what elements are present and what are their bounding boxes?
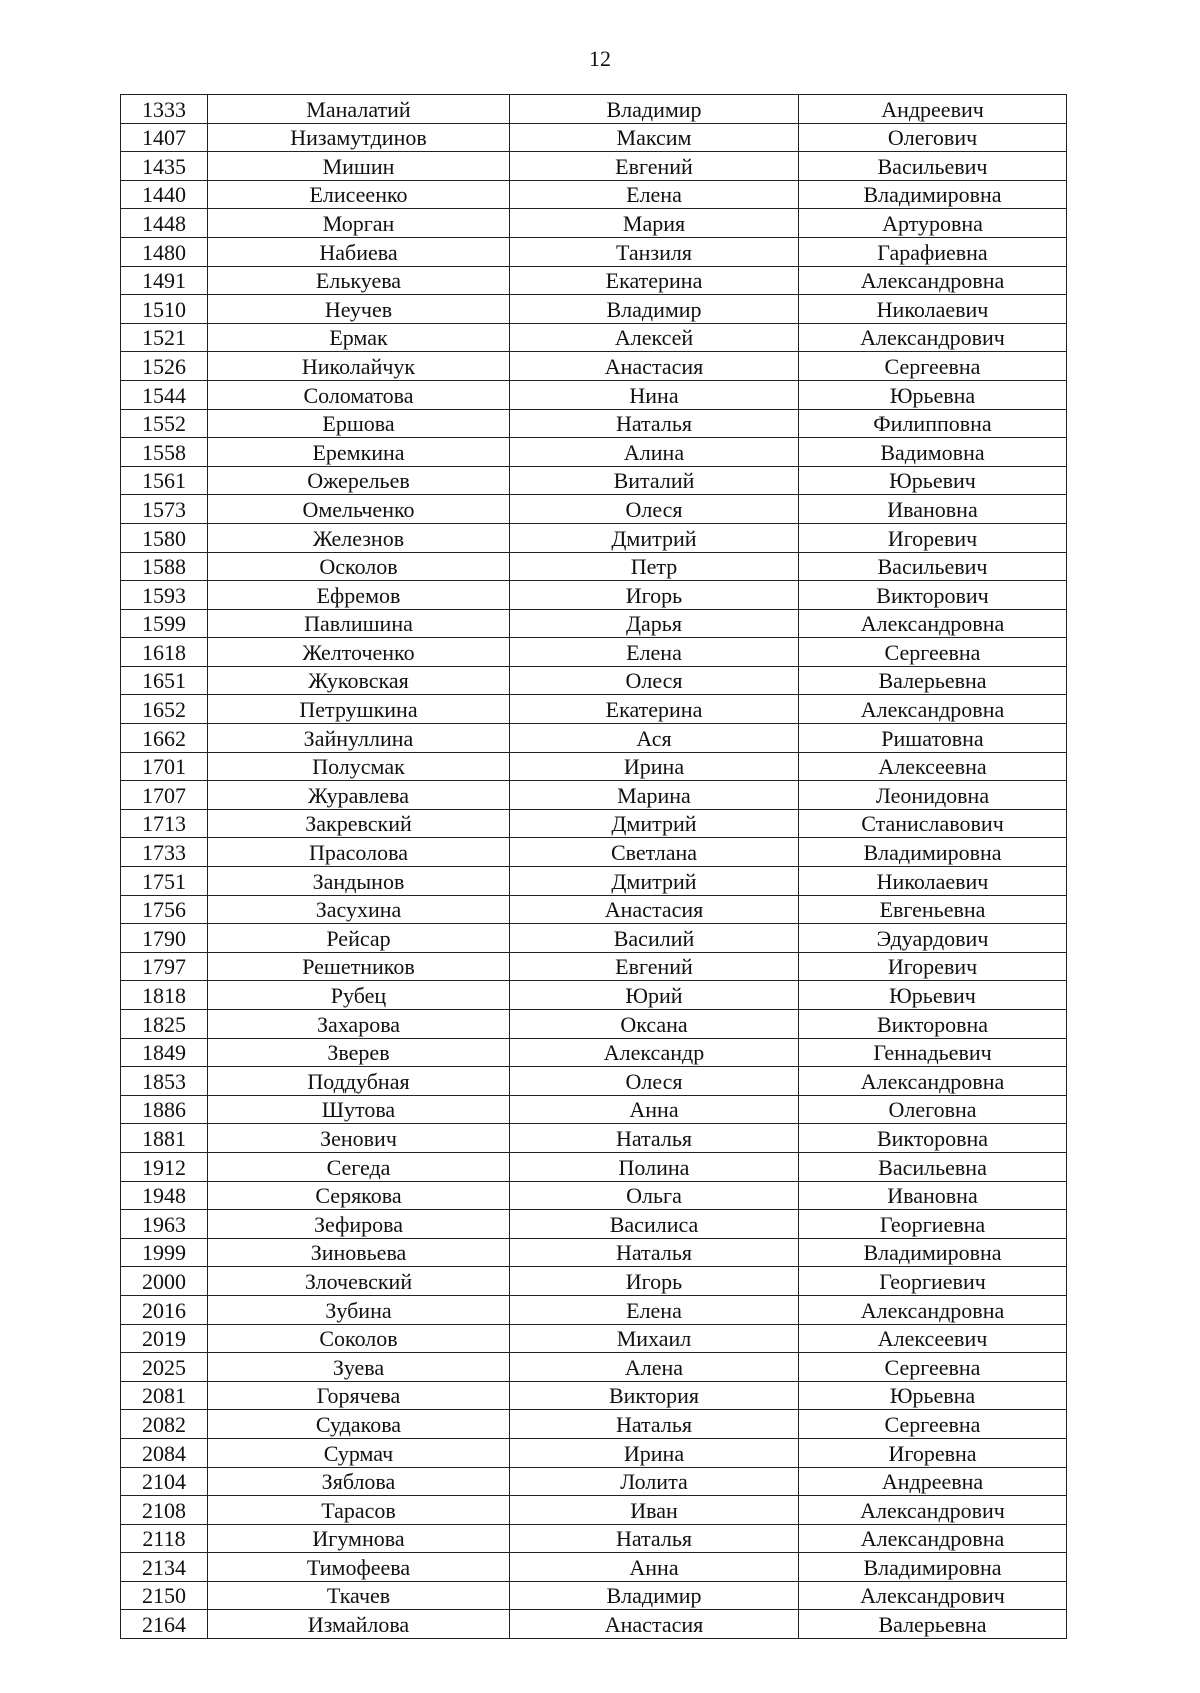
table-row [121,1524,1067,1553]
row-number-cell: 2118 [121,1524,208,1553]
last-name-cell: Зуева [208,1353,510,1382]
row-number-cell: 1435 [121,152,208,181]
patronymic-cell: Владимировна [799,1553,1067,1582]
row-number-cell: 1756 [121,895,208,924]
table-row [121,438,1067,467]
patronymic-cell: Александрович [799,1496,1067,1525]
patronymic-cell: Вадимовна [799,438,1067,467]
row-number-cell: 1561 [121,466,208,495]
last-name-cell: Горячева [208,1381,510,1410]
patronymic-cell: Николаевич [799,295,1067,324]
patronymic-cell: Филипповна [799,409,1067,438]
patronymic-cell: Васильевич [799,152,1067,181]
row-number-cell: 2025 [121,1353,208,1382]
table-row [121,867,1067,896]
row-number-cell: 1618 [121,638,208,667]
first-name-cell: Екатерина [510,266,799,295]
row-number-cell: 1797 [121,952,208,981]
first-name-cell: Анастасия [510,352,799,381]
row-number-cell: 2016 [121,1295,208,1324]
last-name-cell: Тимофеева [208,1553,510,1582]
first-name-cell: Олеся [510,666,799,695]
last-name-cell: Шутова [208,1095,510,1124]
row-number-cell: 1707 [121,781,208,810]
row-number-cell: 1825 [121,1010,208,1039]
table-row [121,1267,1067,1296]
last-name-cell: Злочевский [208,1267,510,1296]
last-name-cell: Ершова [208,409,510,438]
last-name-cell: Морган [208,209,510,238]
row-number-cell: 1448 [121,209,208,238]
row-number-cell: 2108 [121,1496,208,1525]
table-row [121,752,1067,781]
row-number-cell: 1651 [121,666,208,695]
patronymic-cell: Александрович [799,323,1067,352]
table-row [121,1181,1067,1210]
table-row [121,695,1067,724]
table-row [121,495,1067,524]
row-number-cell: 1701 [121,752,208,781]
table-row [121,666,1067,695]
last-name-cell: Елькуева [208,266,510,295]
row-number-cell: 2000 [121,1267,208,1296]
table-row [121,724,1067,753]
first-name-cell: Василий [510,924,799,953]
last-name-cell: Сегеда [208,1152,510,1181]
table-row [121,609,1067,638]
first-name-cell: Петр [510,552,799,581]
first-name-cell: Олеся [510,1067,799,1096]
patronymic-cell: Александровна [799,266,1067,295]
patronymic-cell: Васильевна [799,1152,1067,1181]
last-name-cell: Елисеенко [208,180,510,209]
table-row [121,1038,1067,1067]
table-row [121,266,1067,295]
first-name-cell: Ася [510,724,799,753]
patronymic-cell: Владимировна [799,838,1067,867]
first-name-cell: Юрий [510,981,799,1010]
patronymic-cell: Олеговна [799,1095,1067,1124]
patronymic-cell: Васильевич [799,552,1067,581]
first-name-cell: Елена [510,180,799,209]
patronymic-cell: Андреевна [799,1467,1067,1496]
table-row [121,781,1067,810]
first-name-cell: Оксана [510,1010,799,1039]
first-name-cell: Дмитрий [510,523,799,552]
table-row [121,552,1067,581]
row-number-cell: 1963 [121,1210,208,1239]
first-name-cell: Дмитрий [510,809,799,838]
table-row [121,1581,1067,1610]
last-name-cell: Прасолова [208,838,510,867]
row-number-cell: 2019 [121,1324,208,1353]
last-name-cell: Павлишина [208,609,510,638]
patronymic-cell: Викторовна [799,1124,1067,1153]
patronymic-cell: Алексеевна [799,752,1067,781]
first-name-cell: Ольга [510,1181,799,1210]
patronymic-cell: Сергеевна [799,352,1067,381]
roster-table-body [121,95,1067,1639]
first-name-cell: Анастасия [510,1610,799,1639]
table-row [121,237,1067,266]
last-name-cell: Набиева [208,237,510,266]
patronymic-cell: Владимировна [799,1238,1067,1267]
last-name-cell: Железнов [208,523,510,552]
first-name-cell: Алена [510,1353,799,1382]
row-number-cell: 2082 [121,1410,208,1439]
first-name-cell: Нина [510,380,799,409]
table-row [121,1496,1067,1525]
first-name-cell: Максим [510,123,799,152]
last-name-cell: Жуковская [208,666,510,695]
table-row [121,809,1067,838]
patronymic-cell: Владимировна [799,180,1067,209]
first-name-cell: Анастасия [510,895,799,924]
first-name-cell: Полина [510,1152,799,1181]
first-name-cell: Владимир [510,95,799,124]
row-number-cell: 1948 [121,1181,208,1210]
last-name-cell: Неучев [208,295,510,324]
table-row [121,352,1067,381]
first-name-cell: Лолита [510,1467,799,1496]
row-number-cell: 2164 [121,1610,208,1639]
row-number-cell: 1912 [121,1152,208,1181]
last-name-cell: Осколов [208,552,510,581]
roster-table [120,94,1067,1639]
first-name-cell: Ирина [510,1438,799,1467]
table-row [121,1410,1067,1439]
row-number-cell: 2134 [121,1553,208,1582]
row-number-cell: 1552 [121,409,208,438]
last-name-cell: Зубина [208,1295,510,1324]
last-name-cell: Игумнова [208,1524,510,1553]
last-name-cell: Захарова [208,1010,510,1039]
first-name-cell: Дмитрий [510,867,799,896]
patronymic-cell: Ришатовна [799,724,1067,753]
row-number-cell: 1407 [121,123,208,152]
first-name-cell: Елена [510,1295,799,1324]
last-name-cell: Зверев [208,1038,510,1067]
row-number-cell: 1480 [121,237,208,266]
row-number-cell: 1652 [121,695,208,724]
last-name-cell: Сурмач [208,1438,510,1467]
first-name-cell: Марина [510,781,799,810]
row-number-cell: 1491 [121,266,208,295]
last-name-cell: Ткачев [208,1581,510,1610]
first-name-cell: Наталья [510,1124,799,1153]
patronymic-cell: Викторович [799,581,1067,610]
table-row [121,323,1067,352]
first-name-cell: Олеся [510,495,799,524]
first-name-cell: Владимир [510,295,799,324]
patronymic-cell: Сергеевна [799,638,1067,667]
last-name-cell: Николайчук [208,352,510,381]
table-row [121,1095,1067,1124]
last-name-cell: Зенович [208,1124,510,1153]
last-name-cell: Ермак [208,323,510,352]
last-name-cell: Закревский [208,809,510,838]
last-name-cell: Зандынов [208,867,510,896]
row-number-cell: 2084 [121,1438,208,1467]
table-row [121,838,1067,867]
last-name-cell: Еремкина [208,438,510,467]
patronymic-cell: Олегович [799,123,1067,152]
patronymic-cell: Гарафиевна [799,237,1067,266]
row-number-cell: 1544 [121,380,208,409]
table-row [121,1067,1067,1096]
last-name-cell: Засухина [208,895,510,924]
table-row [121,1238,1067,1267]
last-name-cell: Судакова [208,1410,510,1439]
patronymic-cell: Валерьевна [799,666,1067,695]
last-name-cell: Низамутдинов [208,123,510,152]
table-row [121,924,1067,953]
first-name-cell: Дарья [510,609,799,638]
first-name-cell: Наталья [510,1238,799,1267]
first-name-cell: Алина [510,438,799,467]
first-name-cell: Наталья [510,409,799,438]
row-number-cell: 1886 [121,1095,208,1124]
first-name-cell: Анна [510,1095,799,1124]
patronymic-cell: Сергеевна [799,1410,1067,1439]
last-name-cell: Рубец [208,981,510,1010]
table-row [121,409,1067,438]
table-row [121,380,1067,409]
patronymic-cell: Александровна [799,1524,1067,1553]
table-row [121,952,1067,981]
table-row [121,180,1067,209]
patronymic-cell: Юрьевич [799,981,1067,1010]
last-name-cell: Серякова [208,1181,510,1210]
table-row [121,152,1067,181]
row-number-cell: 2081 [121,1381,208,1410]
table-row [121,1610,1067,1639]
row-number-cell: 1526 [121,352,208,381]
table-row [121,1324,1067,1353]
patronymic-cell: Георгиевна [799,1210,1067,1239]
row-number-cell: 1881 [121,1124,208,1153]
first-name-cell: Владимир [510,1581,799,1610]
table-row [121,581,1067,610]
table-row [121,123,1067,152]
table-row [121,209,1067,238]
table-row [121,1467,1067,1496]
last-name-cell: Измайлова [208,1610,510,1639]
last-name-cell: Зиновьева [208,1238,510,1267]
table-row [121,1210,1067,1239]
last-name-cell: Омельченко [208,495,510,524]
last-name-cell: Решетников [208,952,510,981]
first-name-cell: Анна [510,1553,799,1582]
row-number-cell: 1580 [121,523,208,552]
table-row [121,895,1067,924]
row-number-cell: 1662 [121,724,208,753]
last-name-cell: Маналатий [208,95,510,124]
patronymic-cell: Александрович [799,1581,1067,1610]
last-name-cell: Ожерельев [208,466,510,495]
first-name-cell: Виктория [510,1381,799,1410]
first-name-cell: Танзиля [510,237,799,266]
table-row [121,523,1067,552]
last-name-cell: Зяблова [208,1467,510,1496]
last-name-cell: Журавлева [208,781,510,810]
table-row [121,1381,1067,1410]
patronymic-cell: Александровна [799,1295,1067,1324]
first-name-cell: Алексей [510,323,799,352]
row-number-cell: 1849 [121,1038,208,1067]
last-name-cell: Мишин [208,152,510,181]
patronymic-cell: Эдуардович [799,924,1067,953]
row-number-cell: 1733 [121,838,208,867]
table-row [121,1010,1067,1039]
first-name-cell: Василиса [510,1210,799,1239]
patronymic-cell: Алексеевич [799,1324,1067,1353]
table-row [121,1124,1067,1153]
patronymic-cell: Игоревич [799,523,1067,552]
first-name-cell: Ирина [510,752,799,781]
row-number-cell: 1751 [121,867,208,896]
first-name-cell: Екатерина [510,695,799,724]
row-number-cell: 1510 [121,295,208,324]
first-name-cell: Виталий [510,466,799,495]
row-number-cell: 1999 [121,1238,208,1267]
table-row [121,638,1067,667]
patronymic-cell: Ивановна [799,1181,1067,1210]
table-row [121,1353,1067,1382]
row-number-cell: 1333 [121,95,208,124]
patronymic-cell: Станиславович [799,809,1067,838]
table-row [121,295,1067,324]
first-name-cell: Светлана [510,838,799,867]
table-row [121,1553,1067,1582]
last-name-cell: Петрушкина [208,695,510,724]
first-name-cell: Наталья [510,1410,799,1439]
first-name-cell: Иван [510,1496,799,1525]
first-name-cell: Игорь [510,1267,799,1296]
patronymic-cell: Игоревич [799,952,1067,981]
patronymic-cell: Александровна [799,1067,1067,1096]
first-name-cell: Наталья [510,1524,799,1553]
last-name-cell: Ефремов [208,581,510,610]
row-number-cell: 1588 [121,552,208,581]
first-name-cell: Мария [510,209,799,238]
last-name-cell: Поддубная [208,1067,510,1096]
row-number-cell: 2150 [121,1581,208,1610]
page-number: 12 [589,46,611,71]
first-name-cell: Евгений [510,152,799,181]
last-name-cell: Желточенко [208,638,510,667]
patronymic-cell: Андреевич [799,95,1067,124]
table-row [121,1295,1067,1324]
row-number-cell: 2104 [121,1467,208,1496]
patronymic-cell: Викторовна [799,1010,1067,1039]
patronymic-cell: Александровна [799,695,1067,724]
last-name-cell: Соломатова [208,380,510,409]
first-name-cell: Александр [510,1038,799,1067]
row-number-cell: 1713 [121,809,208,838]
table-row [121,466,1067,495]
patronymic-cell: Ивановна [799,495,1067,524]
table-row [121,1152,1067,1181]
last-name-cell: Тарасов [208,1496,510,1525]
row-number-cell: 1853 [121,1067,208,1096]
table-row [121,1438,1067,1467]
row-number-cell: 1440 [121,180,208,209]
patronymic-cell: Геннадьевич [799,1038,1067,1067]
patronymic-cell: Евгеньевна [799,895,1067,924]
first-name-cell: Михаил [510,1324,799,1353]
last-name-cell: Зефирова [208,1210,510,1239]
row-number-cell: 1573 [121,495,208,524]
first-name-cell: Елена [510,638,799,667]
patronymic-cell: Сергеевна [799,1353,1067,1382]
last-name-cell: Рейсар [208,924,510,953]
patronymic-cell: Александровна [799,609,1067,638]
row-number-cell: 1818 [121,981,208,1010]
row-number-cell: 1790 [121,924,208,953]
row-number-cell: 1599 [121,609,208,638]
first-name-cell: Евгений [510,952,799,981]
row-number-cell: 1558 [121,438,208,467]
last-name-cell: Соколов [208,1324,510,1353]
patronymic-cell: Артуровна [799,209,1067,238]
patronymic-cell: Леонидовна [799,781,1067,810]
last-name-cell: Зайнуллина [208,724,510,753]
table-row [121,981,1067,1010]
patronymic-cell: Юрьевич [799,466,1067,495]
patronymic-cell: Валерьевна [799,1610,1067,1639]
patronymic-cell: Юрьевна [799,1381,1067,1410]
patronymic-cell: Юрьевна [799,380,1067,409]
table-row [121,95,1067,124]
row-number-cell: 1521 [121,323,208,352]
row-number-cell: 1593 [121,581,208,610]
first-name-cell: Игорь [510,581,799,610]
last-name-cell: Полусмак [208,752,510,781]
patronymic-cell: Георгиевич [799,1267,1067,1296]
patronymic-cell: Игоревна [799,1438,1067,1467]
patronymic-cell: Николаевич [799,867,1067,896]
